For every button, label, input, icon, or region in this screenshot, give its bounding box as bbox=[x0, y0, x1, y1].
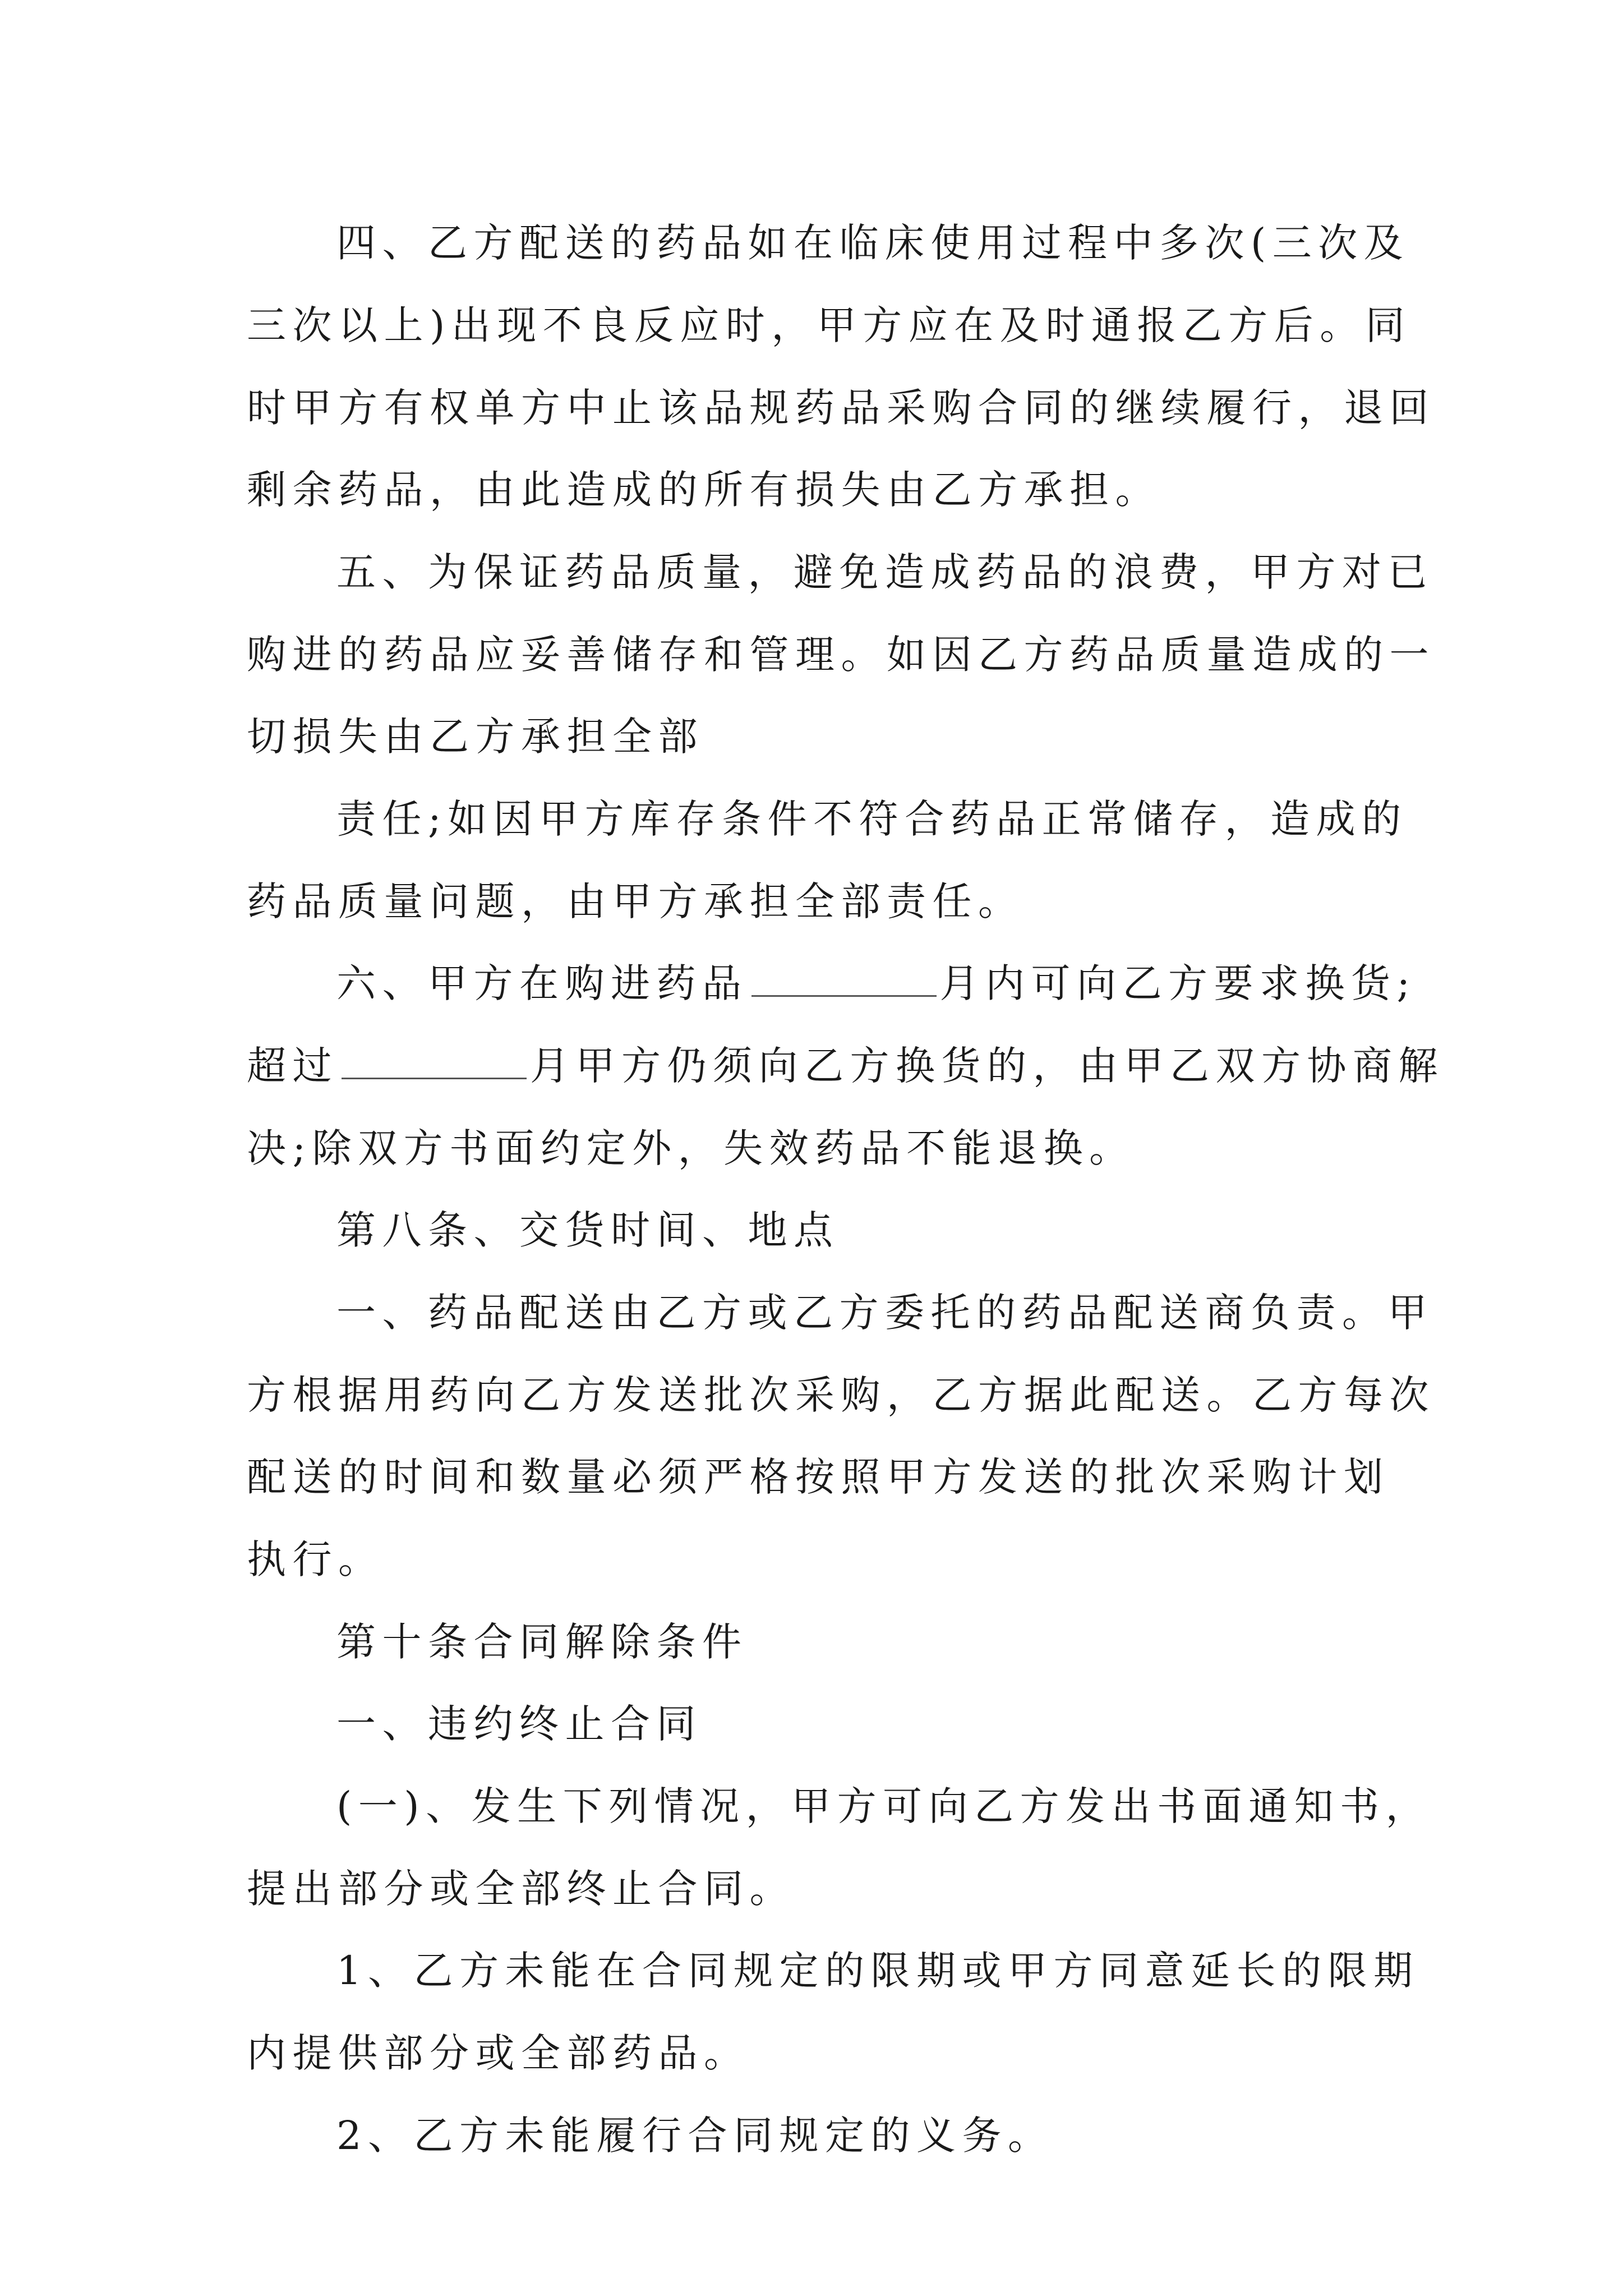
paragraph-6-line-1 bbox=[336, 960, 1417, 1006]
paragraph-5-line-1: 五、为保证药品质量，避免造成药品的浪费，甲方对已 bbox=[336, 549, 1433, 595]
paragraph-5-line-3: 切损失由乙方承担全部 bbox=[247, 714, 704, 760]
paragraph-5b-line-2: 药品质量问题，由甲方承担全部责任。 bbox=[247, 878, 1024, 924]
paragraph-4-line-3: 时甲方有权单方中止该品规药品采购合同的继续履行，退回 bbox=[247, 385, 1435, 431]
fill-in-blank[interactable] bbox=[342, 1048, 527, 1079]
paragraph-6-text-a: 六、甲方在购进药品 bbox=[336, 960, 748, 1006]
article-10-clause-1-line-1: (一)、发生下列情况，甲方可向乙方发出书面通知书， bbox=[336, 1783, 1432, 1829]
paragraph-6-text-c: 超过 bbox=[247, 1043, 338, 1089]
article-10-heading: 第十条合同解除条件 bbox=[336, 1619, 748, 1665]
article-8-item-1-line-3: 配送的时间和数量必须严格按照甲方发送的批次采购计划 bbox=[247, 1454, 1390, 1500]
article-8-heading: 第八条、交货时间、地点 bbox=[336, 1207, 840, 1253]
paragraph-6-text-d: 月甲方仍须向乙方换货的，由甲乙双方协商解 bbox=[530, 1043, 1444, 1089]
paragraph-4-line-4: 剩余药品，由此造成的所有损失由乙方承担。 bbox=[247, 467, 1161, 513]
article-10-item-1-line-2: 内提供部分或全部药品。 bbox=[247, 2030, 750, 2076]
paragraph-5-line-2: 购进的药品应妥善储存和管理。如因乙方药品质量造成的一 bbox=[247, 632, 1435, 678]
article-10-item-1-line-1: 1、乙方未能在合同规定的限期或甲方同意延长的限期 bbox=[336, 1948, 1419, 1994]
article-8-item-1-line-2: 方根据用药向乙方发送批次采购，乙方据此配送。乙方每次 bbox=[247, 1372, 1435, 1418]
paragraph-4-line-1: 四、乙方配送的药品如在临床使用过程中多次(三次及 bbox=[336, 220, 1410, 266]
paragraph-4-line-2: 三次以上)出现不良反应时，甲方应在及时通报乙方后。同 bbox=[247, 302, 1412, 348]
article-10-clause-1-line-2: 提出部分或全部终止合同。 bbox=[247, 1866, 795, 1912]
paragraph-6-line-2 bbox=[247, 1043, 1444, 1089]
paragraph-6-line-3: 决;除双方书面约定外，失效药品不能退换。 bbox=[247, 1125, 1135, 1171]
article-8-item-1-line-4: 执行。 bbox=[247, 1536, 384, 1582]
fill-in-blank[interactable] bbox=[751, 966, 937, 997]
article-8-item-1-line-1: 一、药品配送由乙方或乙方委托的药品配送商负责。甲 bbox=[336, 1290, 1433, 1336]
paragraph-6-text-b: 月内可向乙方要求换货; bbox=[939, 960, 1417, 1006]
article-10-subheading: 一、违约终止合同 bbox=[336, 1701, 702, 1747]
article-10-item-2: 2、乙方未能履行合同规定的义务。 bbox=[336, 2113, 1054, 2159]
paragraph-5b-line-1: 责任;如因甲方库存条件不符合药品正常储存，造成的 bbox=[336, 796, 1408, 842]
